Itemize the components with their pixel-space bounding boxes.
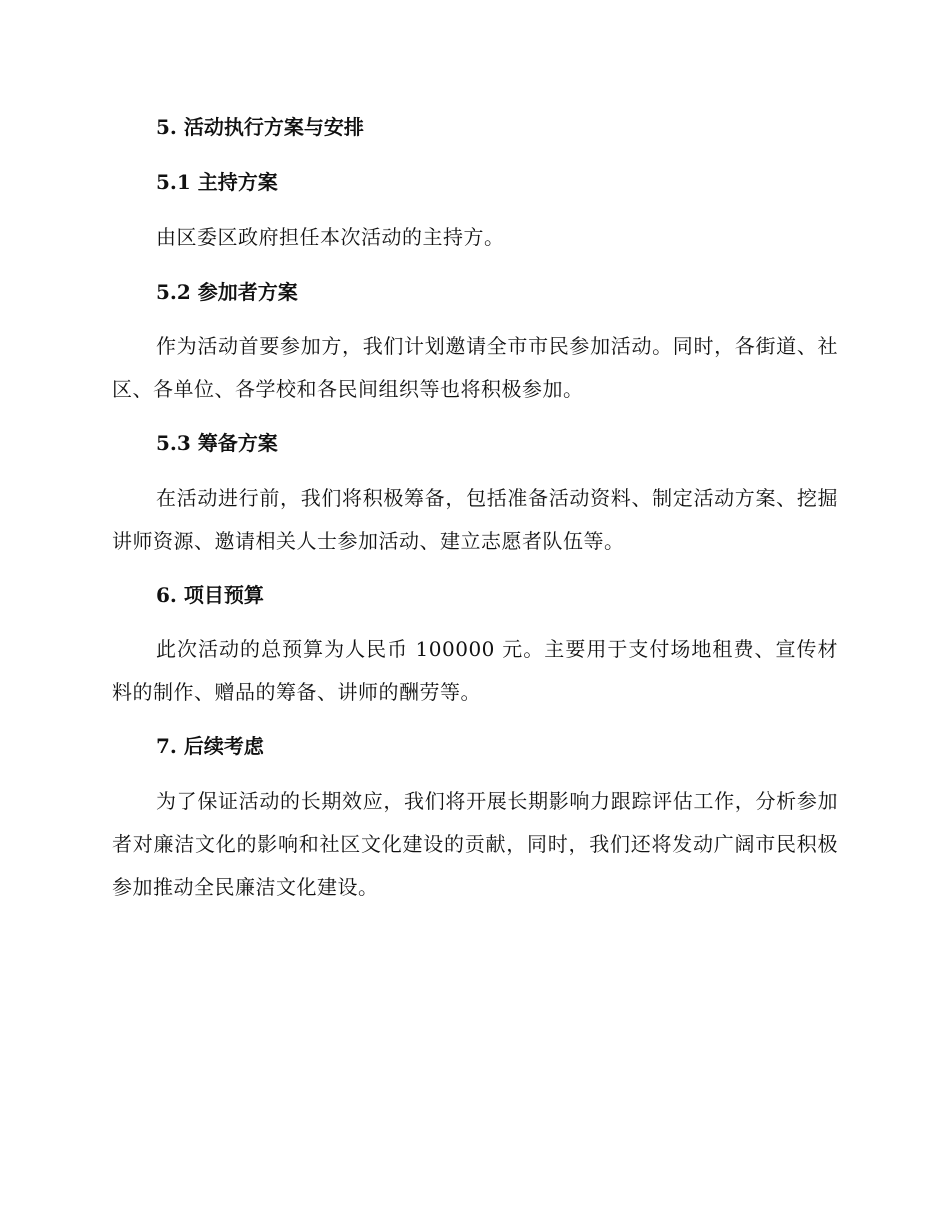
- section-heading-5: 5. 活动执行方案与安排: [156, 115, 364, 139]
- section-heading-5-2: 5.2 参加者方案: [156, 280, 298, 304]
- section-heading-6: 6. 项目预算: [156, 583, 264, 607]
- paragraph-5-3: 在活动进行前，我们将积极筹备，包括准备活动资料、制定活动方案、挖掘讲师资源、邀请相关人士参加活动、建立志愿者队伍等。: [112, 486, 838, 553]
- paragraph-5-2: 作为活动首要参加方，我们计划邀请全市市民参加活动。同时，各街道、社区、各单位、各学校和各民间组织等也将积极参加。: [112, 334, 838, 401]
- paragraph-5-1: 由区委区政府担任本次活动的主持方。: [156, 225, 505, 249]
- paragraph-7: 为了保证活动的长期效应，我们将开展长期影响力跟踪评估工作，分析参加者对廉洁文化的影响和社区文化建设的贡献，同时，我们还将发动广阔市民积极参加推动全民廉洁文化建设。: [112, 789, 838, 899]
- section-heading-5-1: 5.1 主持方案: [156, 170, 278, 194]
- section-heading-7: 7. 后续考虑: [156, 734, 264, 758]
- section-heading-5-3: 5.3 筹备方案: [156, 431, 278, 455]
- paragraph-6: 此次活动的总预算为人民币 100000 元。主要用于支付场地租费、宣传材料的制作、赠品的筹备、讲师的酬劳等。: [112, 637, 838, 704]
